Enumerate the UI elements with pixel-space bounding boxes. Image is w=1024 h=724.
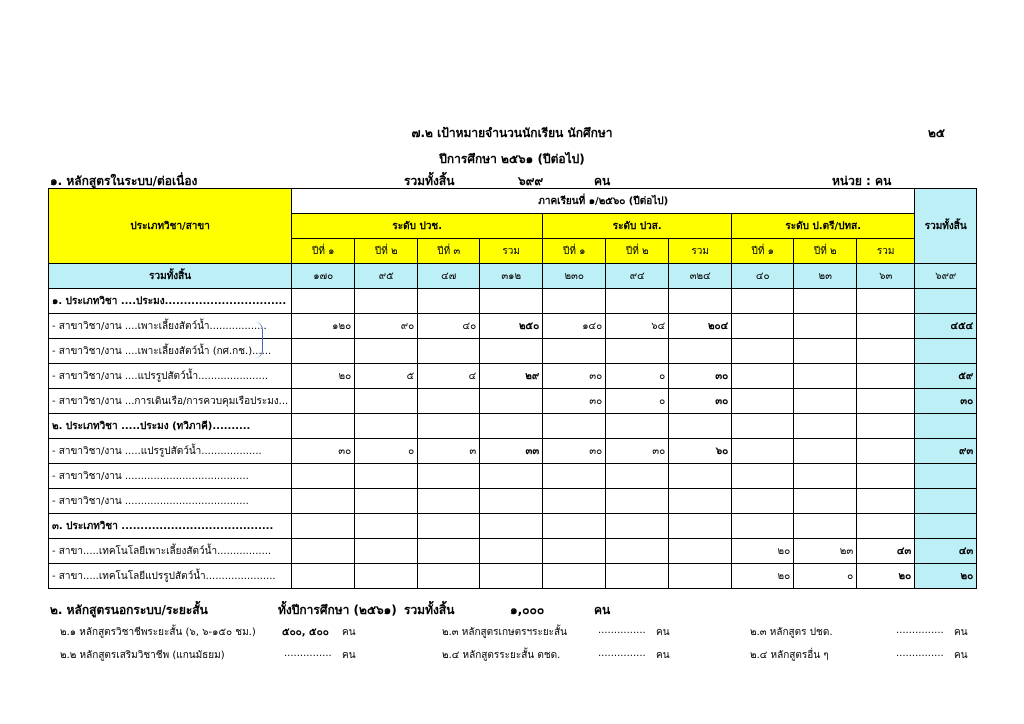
page-title: ๗.๒ เป้าหมายจำนวนนักเรียน นักศึกษา [411,126,613,140]
footer-item-unit: คน [656,650,670,661]
row-cell: ๒๐ [915,564,977,589]
row-cell [355,389,418,414]
row-cell [915,289,977,314]
footer-item-value: ............... [896,625,944,636]
table-row [49,539,977,564]
row-label: - สาขาวิชา/งาน ....เพาะเลี้ยงสัตว์น้ำ.................. [49,314,292,339]
total-row-cell: ๙๕ [355,264,418,289]
footer-item-label: ๒.๓ หลักสูตร ปชด. [750,627,833,638]
footer-item-label: ๒.๓ หลักสูตรเกษตรฯระยะสั้น [442,627,567,638]
row-cell [292,464,355,489]
row-cell [606,339,669,364]
table-row [49,289,977,314]
row-cell [355,339,418,364]
row-cell: ๓ [418,439,480,464]
row-cell [669,489,732,514]
row-cell [355,514,418,539]
row-cell: ๙๐ [355,314,418,339]
section2-total-unit: คน [594,603,611,617]
row-label: ๓. ประเภทวิชา ........................................ [49,514,292,539]
row-cell [292,414,355,439]
row-cell [292,289,355,314]
footer-item-label: ๒.๔ หลักสูตรอื่น ๆ [750,650,829,661]
bracket-annotation [252,322,263,358]
row-cell [543,514,606,539]
total-row-label: รวมทั้งสิ้น [49,264,292,289]
row-cell [915,464,977,489]
row-cell [418,389,480,414]
row-cell [543,489,606,514]
row-cell: ๒๐ [857,564,915,589]
row-cell [732,314,794,339]
row-cell: ๙๓ [915,439,977,464]
row-cell [669,464,732,489]
row-cell [543,464,606,489]
page-subtitle: ปีการศึกษา ๒๕๖๑ (ปีต่อไป) [439,152,585,166]
row-cell [355,489,418,514]
row-label: - สาขา.....เทคโนโลยีแปรรูปสัตว์น้ำ...................... [49,564,292,589]
row-cell [543,564,606,589]
row-cell [794,439,857,464]
row-cell [794,464,857,489]
row-cell [794,514,857,539]
row-cell [480,339,543,364]
footer-item-value: ๕๐๐, ๕๐๐ [282,627,329,638]
row-cell [292,389,355,414]
row-cell: ๒๕๐ [480,314,543,339]
row-cell: ๒๐ [732,564,794,589]
row-cell [732,414,794,439]
footer-item-unit: คน [342,650,356,661]
subheader-cell: รวม [669,239,732,264]
row-cell [418,514,480,539]
row-label: - สาขา.....เทคโนโลยีเพาะเลี้ยงสัตว์น้ำ................. [49,539,292,564]
table-row [49,439,977,464]
row-cell [915,489,977,514]
row-cell [418,289,480,314]
row-cell: ๒๓ [794,539,857,564]
row-cell [915,339,977,364]
subheader-cell: ปีที่ ๑ [732,239,794,264]
row-cell [857,389,915,414]
row-cell [292,339,355,364]
row-cell [857,439,915,464]
footer-item-unit: คน [656,627,670,638]
row-cell [418,339,480,364]
total-row-cell: ๔๐ [732,264,794,289]
row-cell [857,489,915,514]
row-cell [480,539,543,564]
footer-item-label: ๒.๒ หลักสูตรเสริมวิชาชีพ (แกนมัธยม) [60,650,225,661]
row-cell: ๖๔ [606,314,669,339]
total-row-cell: ๑๗๐ [292,264,355,289]
row-label: - สาขาวิชา/งาน ....................................... [49,464,292,489]
row-cell: ๔๓ [857,539,915,564]
row-cell [606,414,669,439]
total-row-cell: ๖๓ [857,264,915,289]
header-type: ประเภทวิชา/สาขา [49,189,292,264]
row-cell [857,314,915,339]
subheader-cell: ปีที่ ๒ [794,239,857,264]
subheader-cell: ปีที่ ๒ [606,239,669,264]
row-cell [669,539,732,564]
header-semester: ภาคเรียนที่ ๑/๒๕๖๐ (ปีต่อไป) [292,189,915,214]
row-cell [732,464,794,489]
table-row [49,464,977,489]
row-cell [794,314,857,339]
row-cell: ๒๐ [292,364,355,389]
row-cell: ๓๐ [669,389,732,414]
row-cell [606,464,669,489]
row-cell: ๕ [355,364,418,389]
footer-item-unit: คน [954,627,968,638]
row-cell: ๐ [606,389,669,414]
row-cell [543,289,606,314]
row-cell [480,414,543,439]
row-cell: ๓๐ [669,364,732,389]
table-row [49,514,977,539]
row-cell [418,414,480,439]
row-cell [355,539,418,564]
row-cell: ๔๕๔ [915,314,977,339]
row-label: - สาขาวิชา/งาน ....เพาะเลี้ยงสัตว์น้ำ (กศ.กช.)...... [49,339,292,364]
row-cell [480,514,543,539]
section2-total-label: รวมทั้งสิ้น [404,603,455,617]
subheader-cell: ปีที่ ๑ [543,239,606,264]
section1-total-value: ๖๙๙ [518,174,544,188]
row-cell: ๓๓ [480,439,543,464]
row-cell: ๒๐ [732,539,794,564]
row-cell [606,289,669,314]
row-cell: ๔๓ [915,539,977,564]
table-row [49,389,977,414]
row-cell [543,539,606,564]
total-row-cell: ๖๙๙ [915,264,977,289]
row-cell: ๕๙ [915,364,977,389]
row-cell [418,539,480,564]
row-cell [732,289,794,314]
row-cell [606,489,669,514]
total-row-cell: ๓๒๔ [669,264,732,289]
section1-label: ๑. หลักสูตรในระบบ/ต่อเนื่อง [50,174,198,188]
section1-total-label: รวมทั้งสิ้น [404,174,455,188]
row-cell: ๒๙ [480,364,543,389]
section2-year-label: ทั้งปีการศึกษา (๒๕๖๑) [278,603,397,617]
row-cell [480,389,543,414]
header-level-bachelor: ระดับ ป.ตรี/ปทส. [732,214,915,239]
row-cell [480,564,543,589]
row-cell [355,464,418,489]
row-cell [669,289,732,314]
total-row-cell: ๔๗ [418,264,480,289]
row-cell [292,514,355,539]
row-cell [794,389,857,414]
footer-item-unit: คน [954,650,968,661]
table-row [49,339,977,364]
row-cell [857,414,915,439]
section1-total-unit: คน [594,174,611,188]
section2-total-value: ๑,๐๐๐ [510,603,545,617]
subheader-cell: ปีที่ ๑ [292,239,355,264]
row-cell [732,389,794,414]
row-cell [418,464,480,489]
row-label: - สาขาวิชา/งาน .....แปรรูปสัตว์น้ำ................... [49,439,292,464]
footer-item-value: ............... [896,648,944,659]
row-cell [732,489,794,514]
table-row [49,564,977,589]
row-cell: ๓๐ [606,439,669,464]
row-cell [355,564,418,589]
total-row-cell: ๒๓๐ [543,264,606,289]
footer-item-label: ๒.๑ หลักสูตรวิชาชีพระยะสั้น (๖, ๖-๑๕๐ ชม.) [60,627,256,638]
row-cell: ๓๐ [915,389,977,414]
unit-label: หน่วย : คน [832,174,892,188]
row-cell [915,514,977,539]
row-cell: ๑๒๐ [292,314,355,339]
row-cell [292,564,355,589]
row-cell: ๔ [418,364,480,389]
row-cell [292,539,355,564]
subheader-cell: ปีที่ ๒ [355,239,418,264]
header-level-high-vocational: ระดับ ปวส. [543,214,732,239]
row-cell [543,414,606,439]
row-cell [794,414,857,439]
row-label: - สาขาวิชา/งาน ....................................... [49,489,292,514]
row-cell: ๒๐๔ [669,314,732,339]
row-cell [732,439,794,464]
row-cell [732,364,794,389]
row-cell [669,414,732,439]
row-cell [418,564,480,589]
row-cell [794,489,857,514]
subheader-cell: รวม [480,239,543,264]
total-row-cell: ๒๓ [794,264,857,289]
row-label: ๑. ประเภทวิชา ....ประมง................................ [49,289,292,314]
row-cell [857,464,915,489]
row-cell [857,289,915,314]
row-cell: ๓๐ [292,439,355,464]
row-cell [732,339,794,364]
total-row [49,264,977,289]
footer-item-unit: คน [342,627,356,638]
row-cell [669,339,732,364]
row-cell [857,364,915,389]
row-cell: ๔๐ [418,314,480,339]
row-cell [292,489,355,514]
row-cell [857,339,915,364]
row-cell [480,489,543,514]
row-cell [355,414,418,439]
row-cell [355,289,418,314]
table-row [49,364,977,389]
row-label: - สาขาวิชา/งาน ...การเดินเรือ/การควบคุมเรือประมง... [49,389,292,414]
row-cell: ๖๐ [669,439,732,464]
total-row-cell: ๙๔ [606,264,669,289]
table-row [49,414,977,439]
row-cell [669,514,732,539]
row-cell [915,414,977,439]
row-cell [480,464,543,489]
row-cell [606,514,669,539]
row-cell: ๐ [606,364,669,389]
row-cell [669,564,732,589]
row-cell [794,364,857,389]
row-cell [857,514,915,539]
row-cell [606,564,669,589]
student-target-table [48,188,977,589]
footer-item-value: ............... [598,625,646,636]
subheader-cell: ปีที่ ๓ [418,239,480,264]
row-cell [794,339,857,364]
row-label: - สาขาวิชา/งาน ....แปรรูปสัตว์น้ำ...................... [49,364,292,389]
row-cell [480,289,543,314]
page-number: ๒๕ [928,126,945,140]
table-row [49,489,977,514]
row-cell: ๐ [355,439,418,464]
total-row-cell: ๓๑๒ [480,264,543,289]
row-cell: ๓๐ [543,389,606,414]
footer-item-value: ............... [284,648,332,659]
table-row [49,314,977,339]
row-cell [732,514,794,539]
row-cell: ๓๐ [543,364,606,389]
row-cell [543,339,606,364]
row-cell: ๑๔๐ [543,314,606,339]
header-level-vocational: ระดับ ปวช. [292,214,543,239]
row-cell [606,539,669,564]
footer-item-value: ............... [598,648,646,659]
header-grand-total: รวมทั้งสิ้น [915,189,977,264]
section2-label: ๒. หลักสูตรนอกระบบ/ระยะสั้น [50,603,208,617]
row-cell: ๓๐ [543,439,606,464]
subheader-cell: รวม [857,239,915,264]
row-cell [794,289,857,314]
row-cell: ๐ [794,564,857,589]
row-cell [418,489,480,514]
footer-item-label: ๒.๔ หลักสูตรระยะสั้น ตชด. [442,650,561,661]
row-label: ๒. ประเภทวิชา .....ประมง (ทวิภาคี).......... [49,414,292,439]
